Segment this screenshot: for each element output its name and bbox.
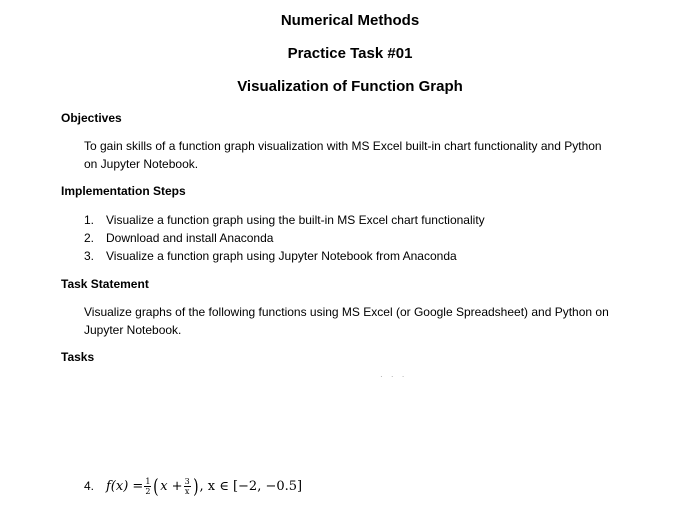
function-formula: f(x) = $\frac{1}{2}$ ( x + $\frac{3}{x}$ ) , x ∈ [−2, −0.5] bbox=[106, 474, 303, 498]
list-item bbox=[84, 211, 485, 229]
step-number: 3. bbox=[84, 249, 95, 263]
topic-title: Visualization of Function Graph bbox=[237, 78, 463, 95]
task-statement-line-2: Jupyter Notebook. bbox=[84, 323, 182, 337]
tasks-heading: Tasks bbox=[61, 350, 95, 364]
objectives-heading: Objectives bbox=[61, 111, 122, 125]
objectives-line-2: on Jupyter Notebook. bbox=[84, 157, 199, 171]
step-text: Visualize a function graph using the built-in MS Excel chart functionality bbox=[106, 213, 485, 227]
course-title: Numerical Methods bbox=[280, 12, 420, 29]
objectives-line-1: To gain skills of a function graph visualization with MS Excel built-in chart functionality and Python bbox=[84, 139, 602, 153]
task-title: Practice Task #01 bbox=[287, 45, 413, 62]
implementation-heading: Implementation Steps bbox=[61, 184, 186, 198]
step-number: 2. bbox=[84, 231, 95, 245]
task-statement-heading: Task Statement bbox=[61, 277, 149, 291]
formula-inner: x + bbox=[160, 478, 183, 494]
list-item bbox=[84, 229, 485, 247]
formula-domain: , x ∈ [−2, −0.5] bbox=[199, 478, 303, 494]
decorative-dots: · · · bbox=[380, 372, 408, 381]
task-statement-line-1: Visualize graphs of the following functions using MS Excel (or Google Spreadsheet) and Python on bbox=[84, 305, 609, 319]
step-text: Visualize a function graph using Jupyter Notebook from Anaconda bbox=[106, 249, 457, 263]
task-statement-text bbox=[84, 303, 644, 339]
fraction-three-over-x: $\frac{3}{x}$ bbox=[184, 476, 190, 496]
formula-lhs: f(x) = bbox=[106, 478, 144, 494]
objectives-text bbox=[84, 137, 644, 173]
step-text: Download and install Anaconda bbox=[106, 231, 274, 245]
list-item bbox=[84, 247, 485, 265]
step-number: 1. bbox=[84, 213, 95, 227]
fraction-one-half: $\frac{1}{2}$ bbox=[145, 476, 151, 496]
task-number: 4. bbox=[84, 479, 95, 493]
task-item-4 bbox=[84, 476, 302, 496]
implementation-steps-list bbox=[84, 211, 485, 265]
